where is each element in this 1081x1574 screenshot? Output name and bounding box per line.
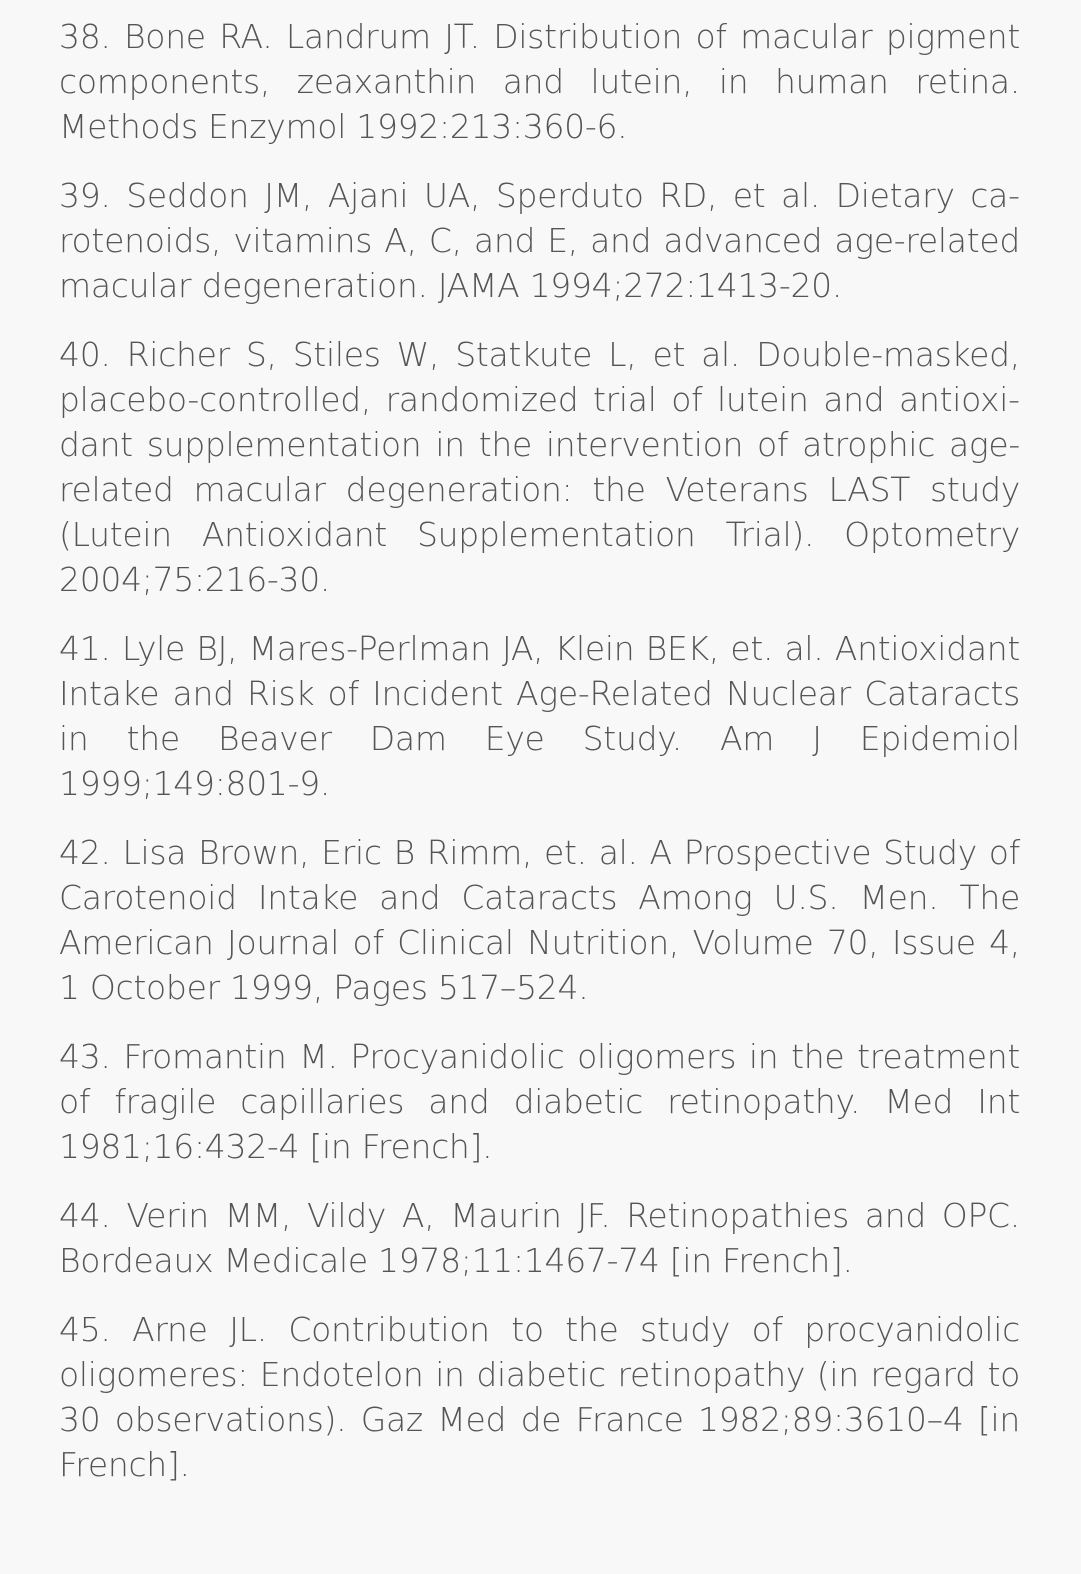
reference-42: 42. Lisa Brown, Eric B Rimm, et. al. A Prospective Study of Carotenoid Intake and Cataracts Among U.S. Men. The American Journal of Clinical Nutrition, Volume 70, Issue 4, 1 October 1999, Pages 517–524. (59, 833, 1020, 1007)
reference-38: 38. Bone RA. Landrum JT. Distribution of macular pigment components, zeaxanthin and lutein, in human retina. Methods Enzymol 1992:213:360-6. (59, 17, 1020, 146)
reference-39: 39. Seddon JM, Ajani UA, Sperduto RD, et al. Dietary carotenoids, vitamins A, C, and E, and advanced age-related macular degeneration. JAMA 1994;272:1413-20. (59, 176, 1020, 305)
reference-45: 45. Arne JL. Contribution to the study of procyanidolic oligomeres: Endotelon in diabetic retinopathy (in regard to 30 observations). Gaz Med de France 1982;89:3610–4 [in French]. (59, 1310, 1020, 1484)
reference-41: 41. Lyle BJ, Mares-Perlman JA, Klein BEK, et. al. Antioxidant Intake and Risk of Incident Age-Related Nuclear Cataracts in the Beaver Dam Eye Study. Am J Epidemiol 1999;149:801-9. (59, 629, 1020, 803)
reference-44: 44. Verin MM, Vildy A, Maurin JF. Retinopathies and OPC. Bordeaux Medicale 1978;11:1467-74 [in French]. (59, 1196, 1020, 1280)
reference-43: 43. Fromantin M. Procyanidolic oligomers in the treatment of fragile capillaries and diabetic retinopathy. Med Int 1981;16:432-4 [in French]. (59, 1037, 1020, 1166)
reference-list (59, 14, 1020, 1511)
reference-40: 40. Richer S, Stiles W, Statkute L, et al. Double-masked, placebo-controlled, randomized trial of lutein and antioxidant supplementation in the intervention of atrophic age-related macular degeneration: the Veterans LAST study (Lutein Antioxidant Supplementation Trial). Optometry 2004;75:216-30. (59, 335, 1020, 599)
